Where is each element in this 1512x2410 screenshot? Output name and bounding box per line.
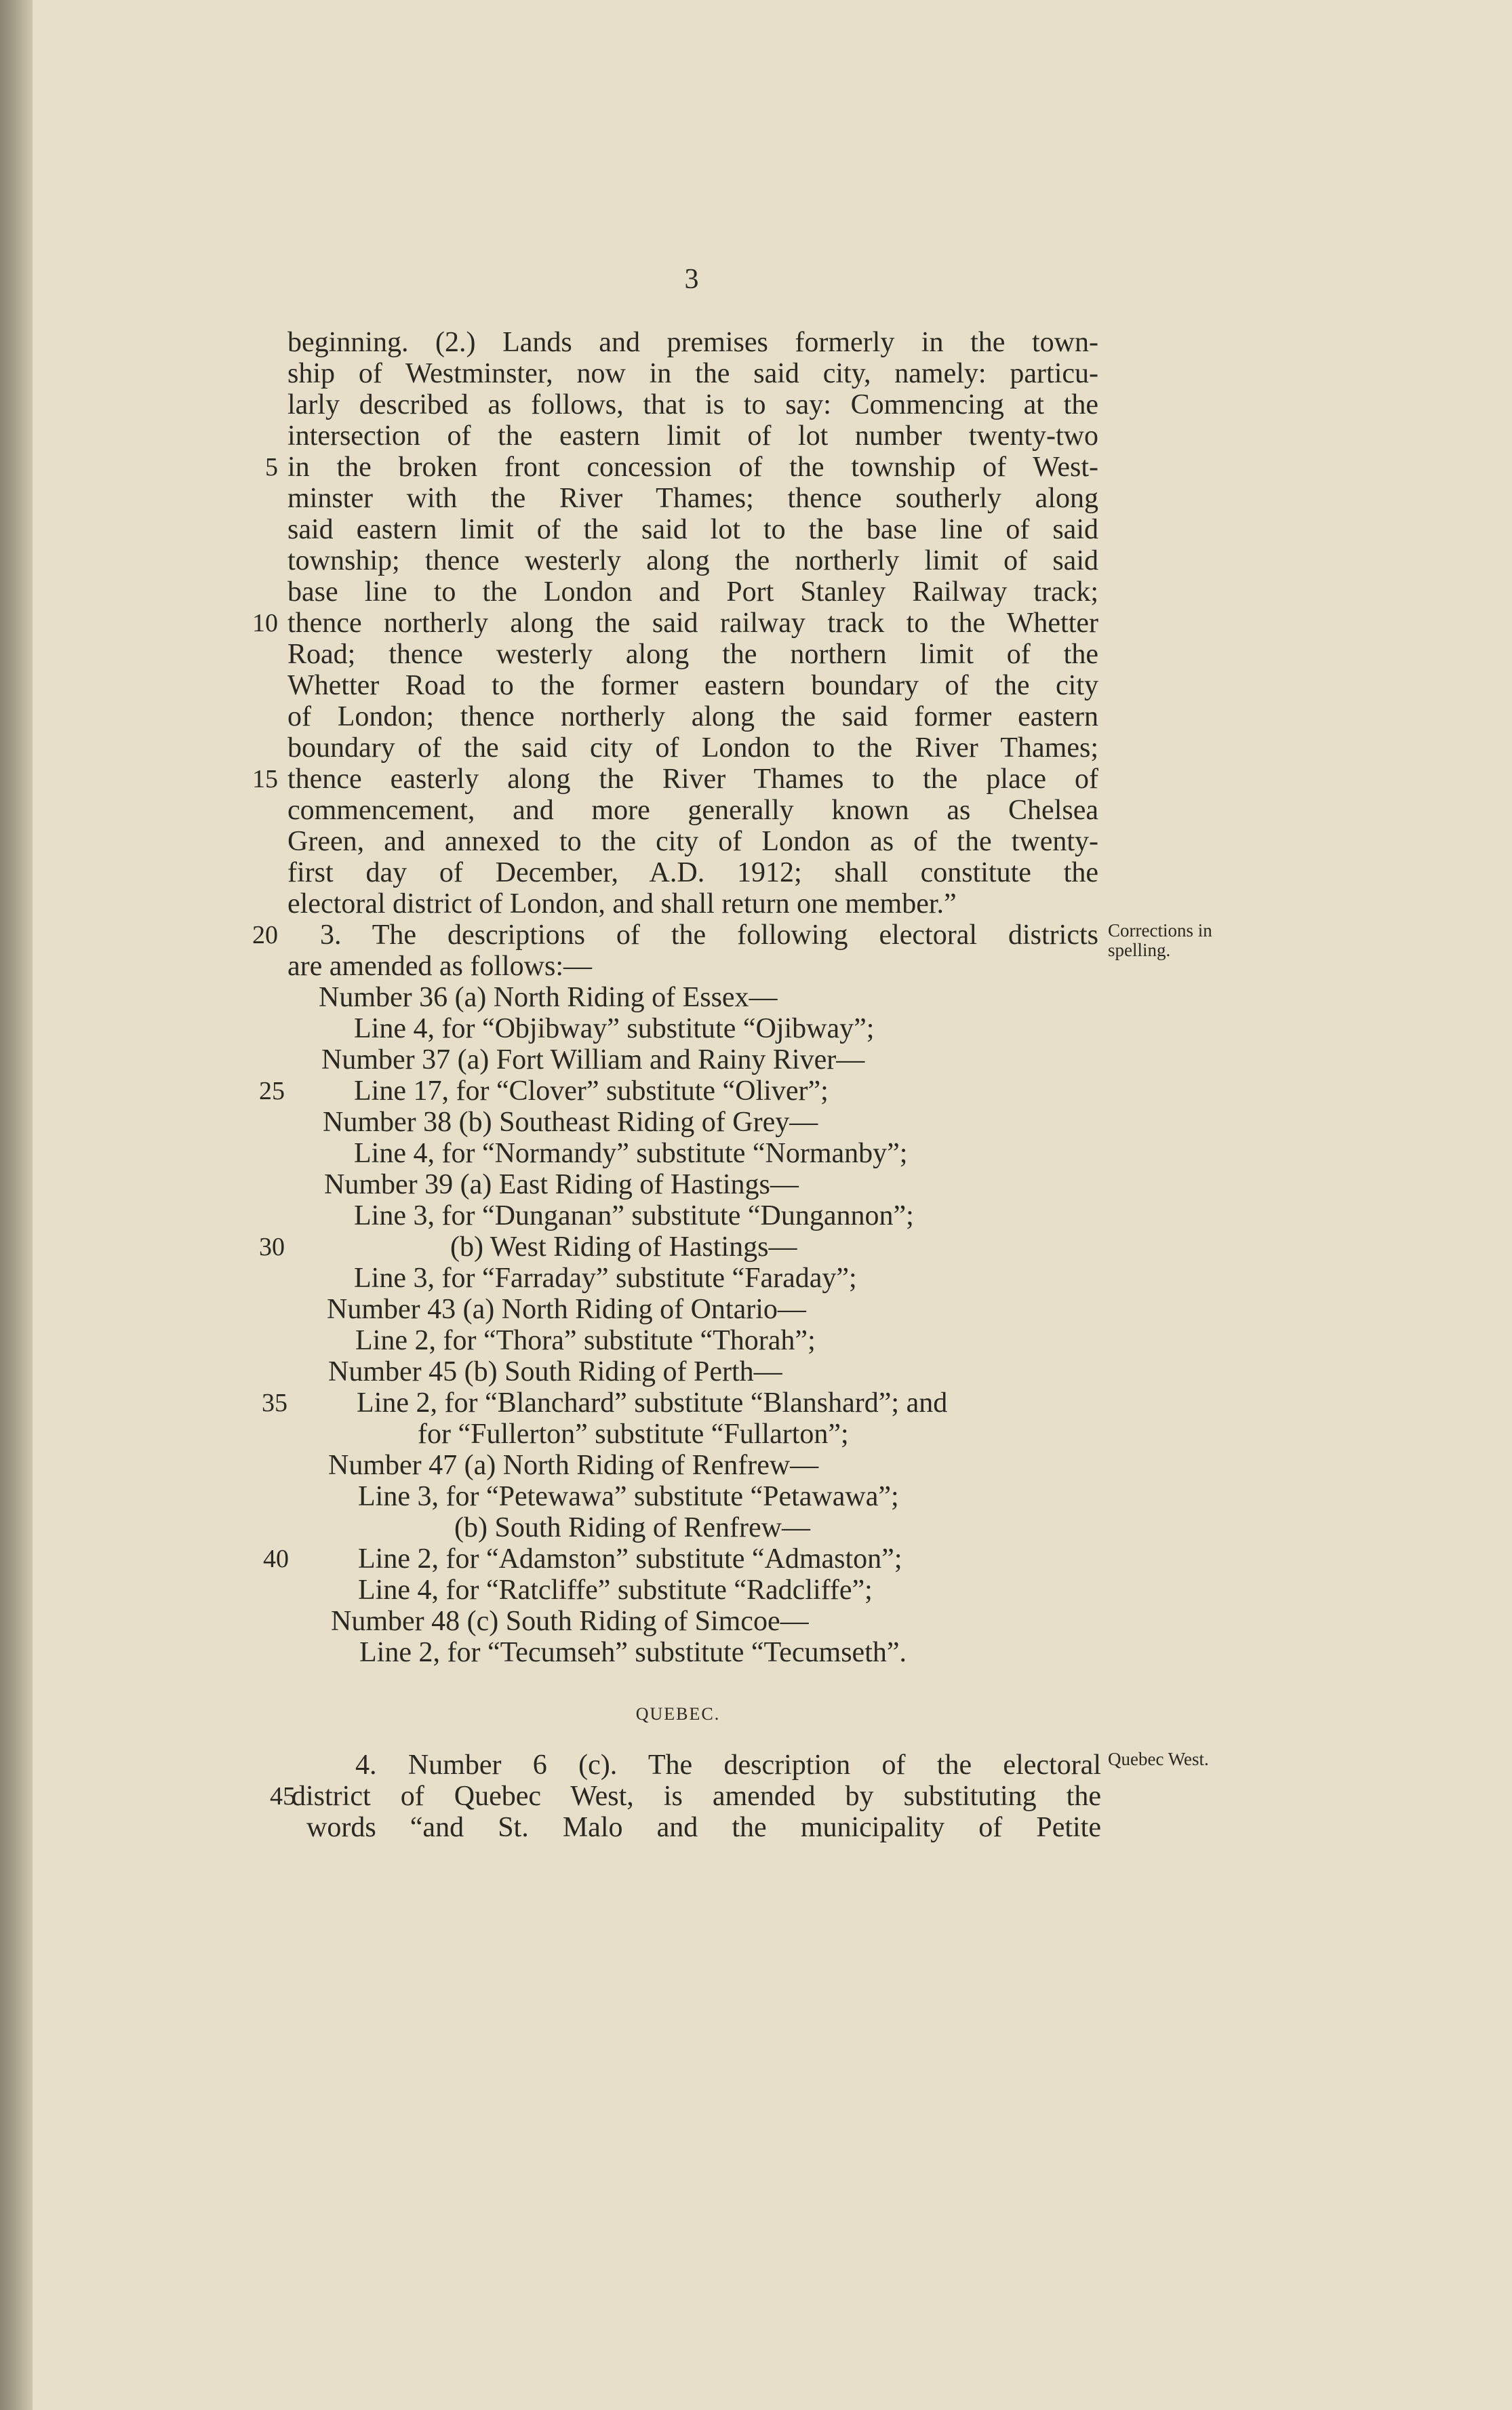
text-line: Number 38 (b) Southeast Riding of Grey— <box>323 1107 818 1138</box>
text-line: district of Quebec West, is amended by substituting the <box>292 1781 1101 1812</box>
marginal-note-corrections: Corrections in spelling. <box>1108 920 1212 960</box>
text-line: words “and St. Malo and the municipality of Petite <box>306 1812 1101 1843</box>
text-line: Line 4, for “Normandy” substitute “Normanby”; <box>354 1138 908 1169</box>
page-number: 3 <box>684 264 699 295</box>
text-line: Number 47 (a) North Riding of Renfrew— <box>328 1450 819 1481</box>
text-line: larly described as follows, that is to say: Commencing at the <box>287 389 1098 420</box>
line-number: 20 <box>252 921 278 949</box>
text-line: Line 4, for “Objibway” substitute “Ojibway”; <box>354 1013 875 1044</box>
text-line: Green, and annexed to the city of London as of the twenty- <box>287 826 1098 857</box>
marginal-note-quebec-west: Quebec West. <box>1108 1749 1209 1769</box>
text-line: Line 2, for “Adamston” substitute “Admaston”; <box>358 1543 902 1575</box>
text-line: Number 45 (b) South Riding of Perth— <box>328 1356 782 1387</box>
text-line: Number 48 (c) South Riding of Simcoe— <box>331 1606 809 1637</box>
text-line: minster with the River Thames; thence southerly along <box>287 483 1098 514</box>
text-line: are amended as follows:— <box>287 951 593 982</box>
text-line: Line 2, for “Thora” substitute “Thorah”; <box>355 1325 816 1356</box>
text-line: Number 43 (a) North Riding of Ontario— <box>327 1294 806 1325</box>
text-line: Line 2, for “Tecumseh” substitute “Tecumseth”. <box>359 1637 907 1668</box>
text-line: said eastern limit of the said lot to the base line of said <box>287 514 1098 545</box>
line-number: 15 <box>252 765 278 793</box>
line-number: 5 <box>265 453 278 481</box>
text-line: Line 17, for “Clover” substitute “Oliver”; <box>354 1075 829 1107</box>
text-line: base line to the London and Port Stanley Railway track; <box>287 576 1098 608</box>
text-line: commencement, and more generally known as Chelsea <box>287 795 1098 826</box>
text-line: 4. Number 6 (c). The description of the electoral <box>355 1750 1101 1781</box>
text-line: township; thence westerly along the northerly limit of said <box>287 545 1098 576</box>
text-line: thence easterly along the River Thames to the place of <box>287 764 1098 795</box>
text-line: first day of December, A.D. 1912; shall constitute the <box>287 857 1098 888</box>
book-spine-shadow <box>0 0 33 2410</box>
line-number: 45 <box>270 1782 296 1811</box>
text-line: Line 4, for “Ratcliffe” substitute “Radcliffe”; <box>358 1575 873 1606</box>
text-line: beginning. (2.) Lands and premises formerly in the town- <box>287 327 1098 358</box>
line-number: 40 <box>263 1545 289 1573</box>
text-line: thence northerly along the said railway track to the Whetter <box>287 608 1098 639</box>
text-line: 3. The descriptions of the following electoral districts <box>320 920 1098 951</box>
text-line: Number 39 (a) East Riding of Hastings— <box>324 1169 799 1200</box>
text-line: Line 3, for “Dunganan” substitute “Dungannon”; <box>354 1200 914 1231</box>
line-number: 10 <box>252 609 278 637</box>
text-line: of London; thence northerly along the said former eastern <box>287 701 1098 732</box>
text-line: for “Fullerton” substitute “Fullarton”; <box>418 1419 849 1450</box>
text-line: (b) South Riding of Renfrew— <box>454 1512 810 1543</box>
section-heading-quebec: QUEBEC. <box>635 1704 721 1724</box>
text-line: intersection of the eastern limit of lot number twenty-two <box>287 420 1098 452</box>
line-number: 35 <box>262 1389 287 1417</box>
text-line: Number 37 (a) Fort William and Rainy River— <box>321 1044 865 1075</box>
text-line: Road; thence westerly along the northern limit of the <box>287 639 1098 670</box>
text-line: Line 2, for “Blanchard” substitute “Blanshard”; and <box>357 1387 948 1419</box>
text-line: in the broken front concession of the township of West- <box>287 452 1098 483</box>
text-line: Number 36 (a) North Riding of Essex— <box>319 982 778 1013</box>
text-line: boundary of the said city of London to the River Thames; <box>287 732 1098 764</box>
line-number: 25 <box>259 1077 285 1105</box>
text-line: ship of Westminster, now in the said city, namely: particu- <box>287 358 1098 389</box>
text-line: Whetter Road to the former eastern boundary of the city <box>287 670 1098 701</box>
text-line: Line 3, for “Farraday” substitute “Faraday”; <box>354 1263 857 1294</box>
text-line: Line 3, for “Petewawa” substitute “Petawawa”; <box>358 1481 899 1512</box>
line-number: 30 <box>259 1233 285 1261</box>
text-line: (b) West Riding of Hastings— <box>450 1231 797 1263</box>
text-line: electoral district of London, and shall return one member.” <box>287 888 957 920</box>
